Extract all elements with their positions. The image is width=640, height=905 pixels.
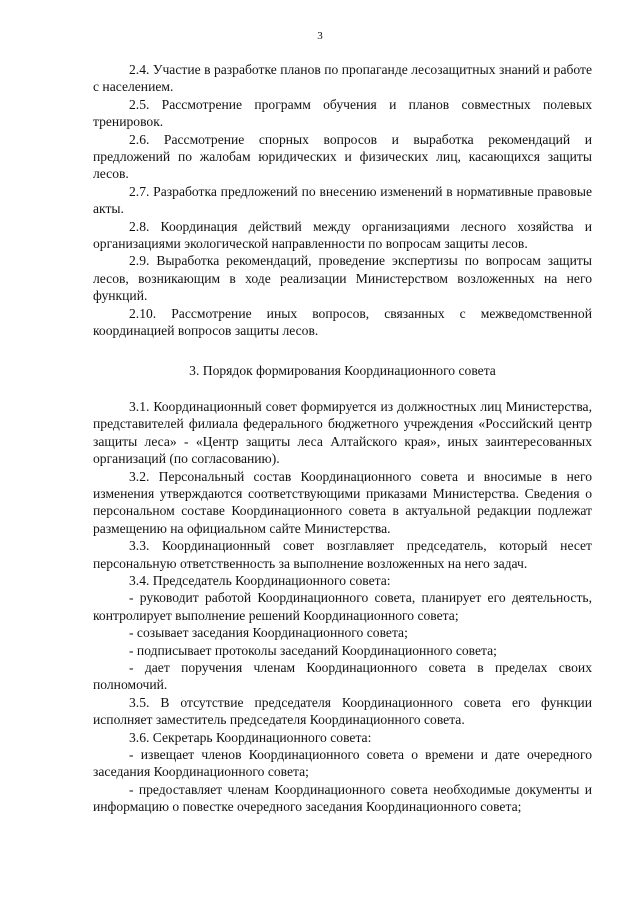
paragraph-3-1: 3.1. Координационный совет формируется из должностных лиц Министерства, представителей филиала федерального бюджетного учреждения «Российский центр защиты леса» - «Центр защиты леса Алтайского края», иных заинтересованных организаций (по согласованию). [93,398,592,467]
paragraph-2-10: 2.10. Рассмотрение иных вопросов, связанных с межведомственной координацией вопросов защиты лесов. [93,305,592,339]
list-item: - созывает заседания Координационного совета; [129,625,408,641]
paragraph-3-2: 3.2. Персональный состав Координационного совета и вносимые в него изменения утверждаются соответствующими приказами Министерства. Сведения о персональном составе Координационного совета в актуальной редакции подлежат размещению на официальном сайте Министерства. [93,468,592,536]
paragraph-2-9: 2.9. Выработка рекомендаций, проведение экспертизы по вопросам защиты лесов, возникающим в ходе реализации Министерством возложенных на него функций. [93,253,592,304]
list-item: - предоставляет членам Координационного совета необходимые документы и информацию о повестке очередного заседания Координационного совета; [93,781,592,815]
paragraph-2-8: 2.8. Координация действий между организациями лесного хозяйства и организациями экологической направленности по вопросам защиты лесов. [93,218,592,252]
paragraph-2-7: 2.7. Разработка предложений по внесению изменений в нормативные правовые акты. [93,183,592,217]
paragraph-3-4: 3.4. Председатель Координационного совета: [129,572,391,588]
document-body [93,61,592,816]
paragraph-2-4: 2.4. Участие в разработке планов по пропаганде лесозащитных знаний и работе с населением. [93,62,592,95]
paragraph-2-5: 2.5. Рассмотрение программ обучения и планов совместных полевых тренировок. [93,96,592,130]
list-item: - дает поручения членам Координационного совета в пределах своих полномочий. [93,660,592,693]
list-item: - извещает членов Координационного совета о времени и дате очередного заседания Координационного совета; [93,747,592,780]
page-number: 3 [317,30,323,42]
list-item: - подписывает протоколы заседаний Координационного совета; [129,642,497,658]
paragraph-3-6: 3.6. Секретарь Координационного совета: [129,729,372,745]
section-heading: 3. Порядок формирования Координационного совета [189,362,496,378]
list-item: - руководит работой Координационного совета, планирует его деятельность, контролирует выполнение решений Координационного совета; [93,590,592,623]
paragraph-3-5: 3.5. В отсутствие председателя Координационного совета его функции исполняет заместитель председателя Координационного совета. [93,694,592,728]
paragraph-2-6: 2.6. Рассмотрение спорных вопросов и выработка рекомендаций и предложений по жалобам юридических и физических лиц, касающихся защиты лесов. [93,131,592,182]
paragraph-3-3: 3.3. Координационный совет возглавляет председатель, который несет персональную ответственность за выполнение возложенных на него задач. [93,538,592,571]
